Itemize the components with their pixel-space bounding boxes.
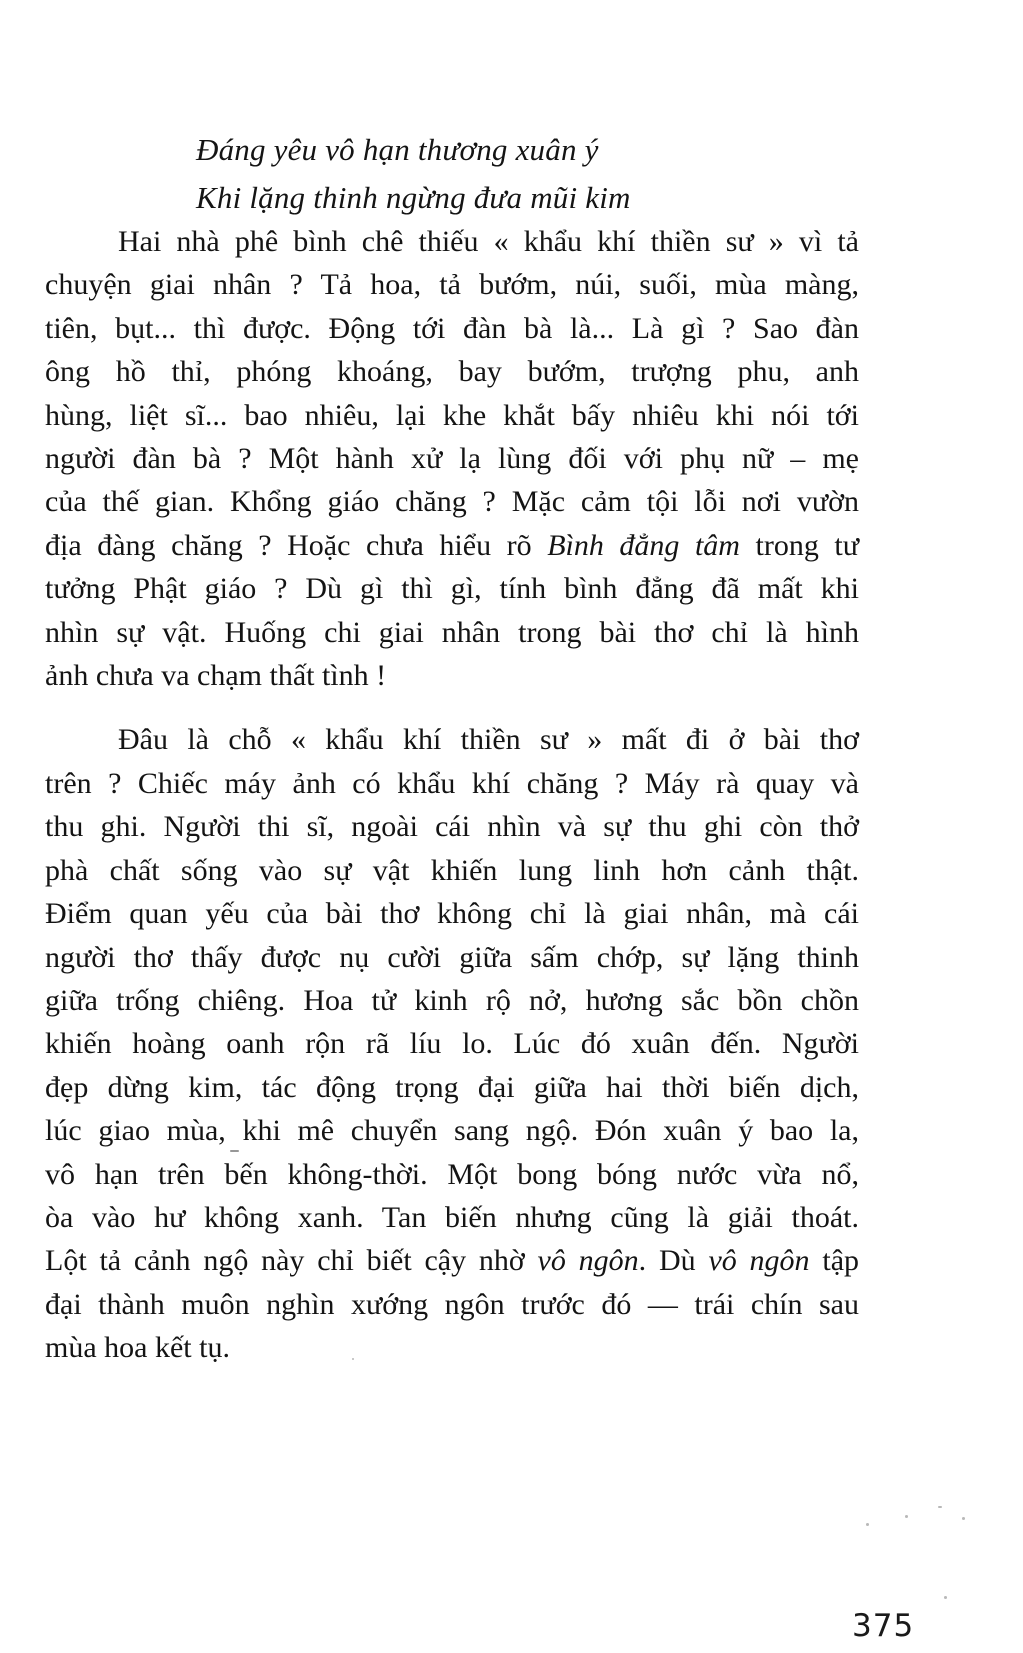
text-segment: vô hạn trên bến không-thời. Một bong bóng nước vừa nổ,: [45, 1157, 859, 1191]
text-segment: Điểm quan yếu của bài thơ không chỉ là giai nhân, mà cái: [45, 897, 859, 931]
text-segment: thu ghi. Người thi sĩ, ngoài cái nhìn và sự thu ghi còn thở: [45, 810, 859, 844]
text-line: [45, 1326, 859, 1369]
scan-speck: [962, 1517, 965, 1520]
text-line: [45, 1109, 859, 1152]
text-segment: khiến hoàng oanh rộn rã líu lo. Lúc đó xuân đến. Người: [45, 1027, 859, 1061]
text-line: [45, 892, 859, 935]
text-line: [45, 611, 859, 654]
text-segment: hùng, liệt sĩ... bao nhiêu, lại khe khắt bấy nhiêu khi nói tới: [45, 398, 859, 432]
scan-speck: [866, 1523, 869, 1526]
text-line: [45, 480, 859, 523]
text-line: [45, 1022, 859, 1065]
text-segment: đại thành muôn nghìn xướng ngôn trước đó — trái chín sau: [45, 1287, 859, 1321]
text-line: [45, 567, 859, 610]
text-line: [45, 350, 859, 393]
text-segment: ông hồ thỉ, phóng khoáng, bay bướm, trượng phu, anh: [45, 355, 859, 389]
text-segment: trên ? Chiếc máy ảnh có khẩu khí chăng ? Máy rà quay và: [45, 766, 859, 800]
text-line: [45, 524, 859, 567]
text-segment: mùa hoa kết tụ.: [45, 1331, 230, 1365]
text-segment: tiên, bụt... thì được. Động tới đàn bà là... Là gì ? Sao đàn: [45, 311, 859, 345]
verse-line: Đáng yêu vô hạn thương xuân ý: [196, 132, 599, 167]
page-number: 375: [852, 1608, 915, 1644]
text-segment: của thế gian. Khổng giáo chăng ? Mặc cảm tội lỗi nơi vườn: [45, 485, 859, 519]
italic-phrase: vô ngôn: [537, 1244, 639, 1278]
text-line: [45, 936, 859, 979]
text-segment: người thơ thấy được nụ cười giữa sấm chớp, sự lặng thinh: [45, 940, 859, 974]
text-line: [45, 437, 859, 480]
text-line: [45, 1196, 859, 1239]
text-segment: Hai nhà phê bình chê thiếu « khẩu khí thiền sư » vì tả: [118, 225, 859, 258]
text-line: [45, 263, 859, 306]
text-line: [45, 718, 859, 761]
text-line: [45, 1066, 859, 1109]
text-segment: ảnh chưa va chạm thất tình !: [45, 659, 387, 693]
text-segment: trong tư: [739, 528, 859, 562]
verse-block: [196, 126, 631, 222]
scan-speck: [352, 1358, 354, 1360]
text-line: [45, 307, 859, 350]
text-segment: địa đàng chăng ? Hoặc chưa hiểu rõ: [45, 528, 548, 562]
text-line: [45, 1239, 859, 1282]
scan-speck: [944, 1596, 947, 1599]
text-line: [45, 1153, 859, 1196]
text-line: [45, 394, 859, 437]
scan-speck: [230, 1150, 239, 1152]
text-line: [45, 220, 859, 263]
text-line: [45, 979, 859, 1022]
text-line: [45, 849, 859, 892]
text-line: [45, 762, 859, 805]
text-segment: Đâu là chỗ « khẩu khí thiền sư » mất đi ở bài thơ: [118, 723, 859, 757]
text-segment: tưởng Phật giáo ? Dù gì thì gì, tính bình đẳng đã mất khi: [45, 572, 859, 606]
text-segment: Lột tả cảnh ngộ này chỉ biết cậy nhờ: [45, 1244, 538, 1278]
verse-line: Khi lặng thinh ngừng đưa mũi kim: [196, 180, 631, 215]
text-segment: nhìn sự vật. Huống chi giai nhân trong bài thơ chỉ là hình: [45, 615, 859, 649]
text-segment: phà chất sống vào sự vật khiến lung linh hơn cảnh thật.: [45, 853, 859, 887]
scan-speck: [905, 1515, 908, 1518]
text-segment: người đàn bà ? Một hành xử lạ lùng đối với phụ nữ – mẹ: [45, 442, 859, 476]
text-segment: đẹp dừng kim, tác động trọng đại giữa hai thời biến dịch,: [45, 1070, 859, 1104]
text-line: [45, 1283, 859, 1326]
text-segment: . Dù: [638, 1244, 709, 1278]
paragraph: [45, 220, 859, 697]
body-text: [45, 220, 859, 1370]
text-segment: òa vào hư không xanh. Tan biến nhưng cũng là giải thoát.: [45, 1200, 859, 1234]
text-segment: giữa trống chiêng. Hoa tử kinh rộ nở, hương sắc bồn chồn: [45, 983, 859, 1017]
text-segment: lúc giao mùa, khi mê chuyển sang ngộ. Đón xuân ý bao la,: [45, 1114, 859, 1148]
text-segment: chuyện giai nhân ? Tả hoa, tả bướm, núi, suối, mùa màng,: [45, 268, 859, 302]
paragraph: [45, 718, 859, 1369]
scan-speck: [938, 1506, 942, 1508]
italic-phrase: Bình đẳng tâm: [547, 528, 740, 562]
italic-phrase: vô ngôn: [708, 1244, 810, 1278]
text-segment: tập: [809, 1244, 860, 1278]
text-line: [45, 805, 859, 848]
text-line: [45, 654, 859, 697]
